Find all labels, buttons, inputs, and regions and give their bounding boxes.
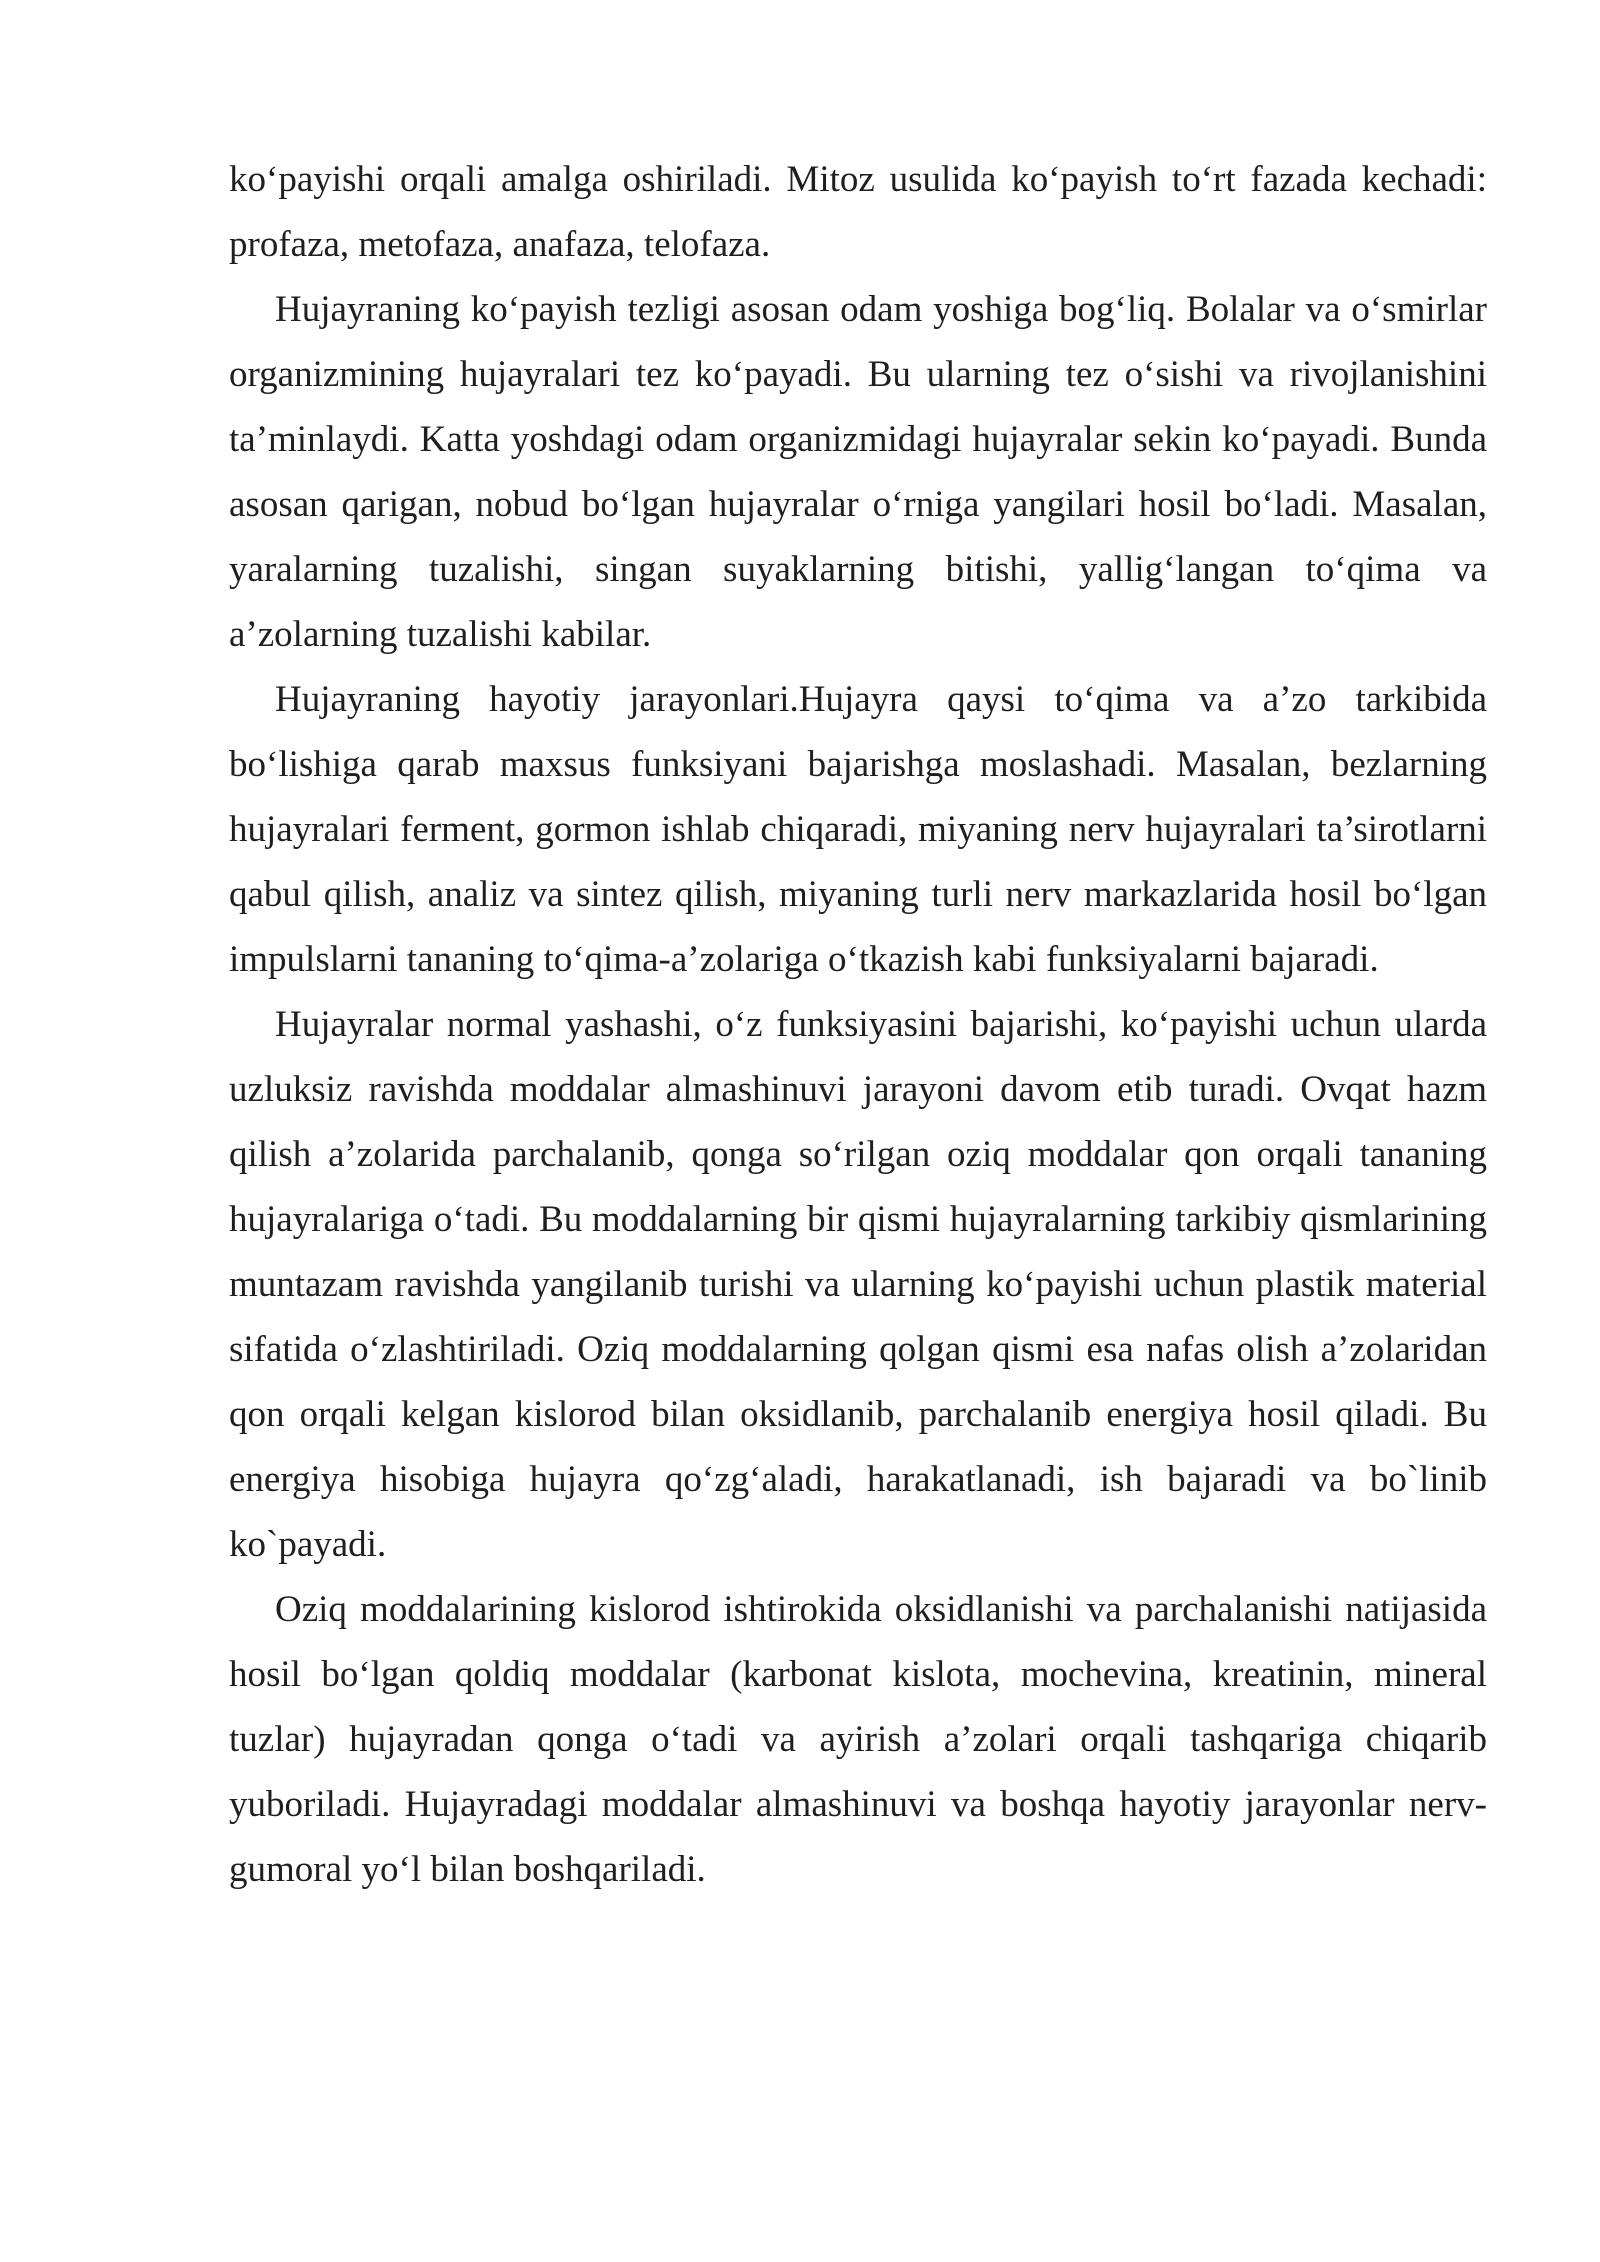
paragraph-waste-products: Oziq moddalarining kislorod ishtirokida oksidlanishi va parchalanishi natijasida hosil bo‘lgan qoldiq moddalar (karbonat kislota, mochevina, kreatinin, mineral tuzlar) hujayradan qonga o‘tadi va ayirish a’zolari orqali tashqariga chiqarib yuboriladi. Hujayradagi moddalar almashinuvi va boshqa hayotiy jarayonlar nerv-gumoral yo‘l bilan boshqariladi. [229,1589,1487,1890]
paragraph-metabolism: Hujayralar normal yashashi, o‘z funksiyasini bajarishi, ko‘payishi uchun ularda uzluksiz ravishda moddalar almashinuvi jarayoni davom etib turadi. Ovqat hazm qilish a’zolarida parchalanib, qonga so‘rilgan oziq moddalar qon orqali tananing hujayralariga o‘tadi. Bu moddalarning bir qismi hujayralarning tarkibiy qismlarining muntazam ravishda yangilanib turishi va ularning ko‘payishi uchun plastik material sifatida o‘zlashtiriladi. Oziq moddalarning qolgan qismi esa nafas olish a’zolaridan qon orqali kelgan kislorod bilan oksidlanib, parchalanib energiya hosil qiladi. Bu energiya hisobiga hujayra qo‘zg‘aladi, harakatlanadi, ish bajaradi va bo`linib ko`payadi. [229,1004,1487,1565]
paragraph-cell-division-rate: Hujayraning ko‘payish tezligi asosan odam yoshiga bog‘liq. Bolalar va o‘smirlar organizmining hujayralari tez ko‘payadi. Bu ularning tez o‘sishi va rivojlanishini ta’minlaydi. Katta yoshdagi odam organizmidagi hujayralar sekin ko‘payadi. Bunda asosan qarigan, nobud bo‘lgan hujayralar o‘rniga yangilari hosil bo‘ladi. Masalan, yaralarning tuzalishi, singan suyaklarning bitishi, yallig‘langan to‘qima va a’zolarning tuzalishi kabilar. [229,289,1487,655]
paragraph-continuation: ko‘payishi orqali amalga oshiriladi. Mitoz usulida ko‘payish to‘rt fazada kechadi: profaza, metofaza, anafaza, telofaza. [229,159,1487,265]
paragraph-vital-processes: Hujayraning hayotiy jarayonlari.Hujayra qaysi to‘qima va a’zo tarkibida bo‘lishiga qarab maxsus funksiyani bajarishga moslashadi. Masalan, bezlarning hujayralari ferment, gormon ishlab chiqaradi, miyaning nerv hujayralari ta’sirotlarni qabul qilish, analiz va sintez qilish, miyaning turli nerv markazlarida hosil bo‘lgan impulslarni tananing to‘qima-a’zolariga o‘tkazish kabi funksiyalarni bajaradi. [229,679,1487,980]
body-text [229,147,1487,1902]
